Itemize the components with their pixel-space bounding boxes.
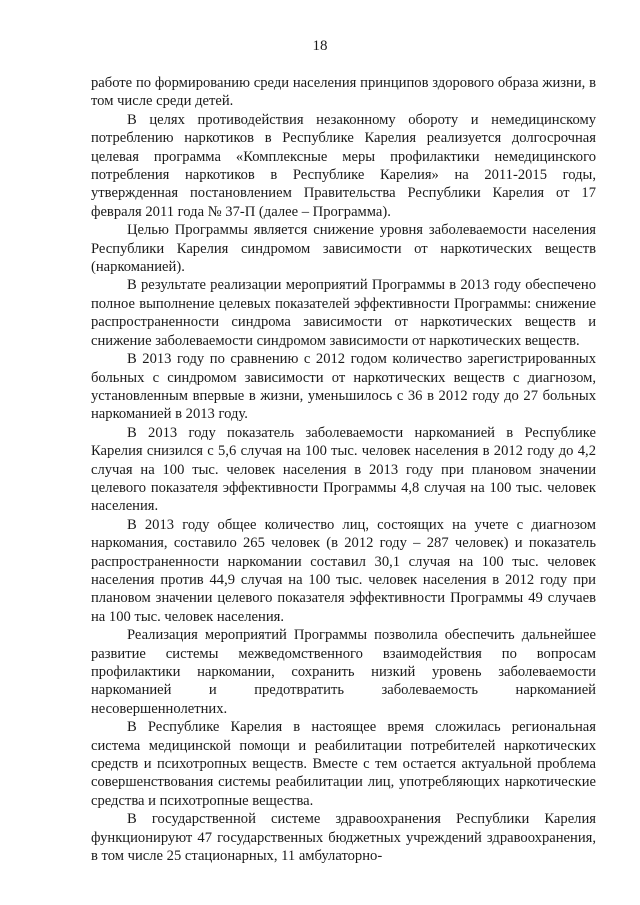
paragraph: работе по формированию среди населения принципов здорового образа жизни, в том числе среди детей. (91, 75, 596, 110)
paragraph: В 2013 году общее количество лиц, состоящих на учете с диагнозом наркомания, составило 265 человек (в 2012 году – 287 человек) и показатель распространенности наркомании составил 30,1 случая на 100 тыс. человек населения против 44,9 случая на 100 тыс. человек населения в 2012 году при плановом значении целевого показателя эффективности Программы 49 случаев на 100 тыс. человек населения. (91, 516, 596, 625)
paragraph: В государственной системе здравоохранения Республики Карелия функционируют 47 государственных бюджетных учреждений здравоохранения, в том числе 25 стационарных, 11 амбулаторно- (91, 811, 596, 865)
paragraph: В 2013 году показатель заболеваемости наркоманией в Республике Карелия снизился с 5,6 случая на 100 тыс. человек населения в 2012 году до 4,2 случая на 100 тыс. человек населения в 2013 году при плановом значении целевого показателя эффективности Программы 4,8 случая на 100 тыс. человек населения. (91, 424, 596, 515)
paragraph: В целях противодействия незаконному обороту и немедицинскому потреблению наркотиков в Республике Карелия реализуется долгосрочная целевая программа «Комплексные меры профилактики немедицинского потребления наркотиков в Республике Карелия» на 2011-2015 годы, утвержденная постановлением Правительства Республики Карелия от 17 февраля 2011 года № 37-П (далее – Программа). (91, 111, 596, 220)
document-body (91, 74, 596, 865)
paragraph: В 2013 году по сравнению с 2012 годом количество зарегистрированных больных с синдромом зависимости от наркотических веществ с диагнозом, установленным впервые в жизни, уменьшилось с 36 в 2012 году до 27 больных наркоманией в 2013 году. (91, 351, 596, 423)
paragraph: В Республике Карелия в настоящее время сложилась региональная система медицинской помощи и реабилитации потребителей наркотических средств и психотропных веществ. Вместе с тем остается актуальной проблема совершенствования системы реабилитации лиц, употребляющих наркотические средства и психотропные вещества. (91, 719, 596, 809)
paragraph: В результате реализации мероприятий Программы в 2013 году обеспечено полное выполнение целевых показателей эффективности Программы: снижение распространенности синдрома зависимости от наркотических веществ и снижение заболеваемости синдромом зависимости от наркотических веществ. (91, 277, 596, 349)
page-number: 18 (312, 38, 328, 54)
paragraph: Реализация мероприятий Программы позволила обеспечить дальнейшее развитие системы межведомственного взаимодействия по вопросам профилактики наркомании, сохранить низкий уровень заболеваемости наркоманией и предотвратить заболеваемость наркоманией несовершеннолетних. (91, 627, 596, 717)
paragraph: Целью Программы является снижение уровня заболеваемости населения Республики Карелия синдромом зависимости от наркотических веществ (наркоманией). (91, 222, 596, 276)
